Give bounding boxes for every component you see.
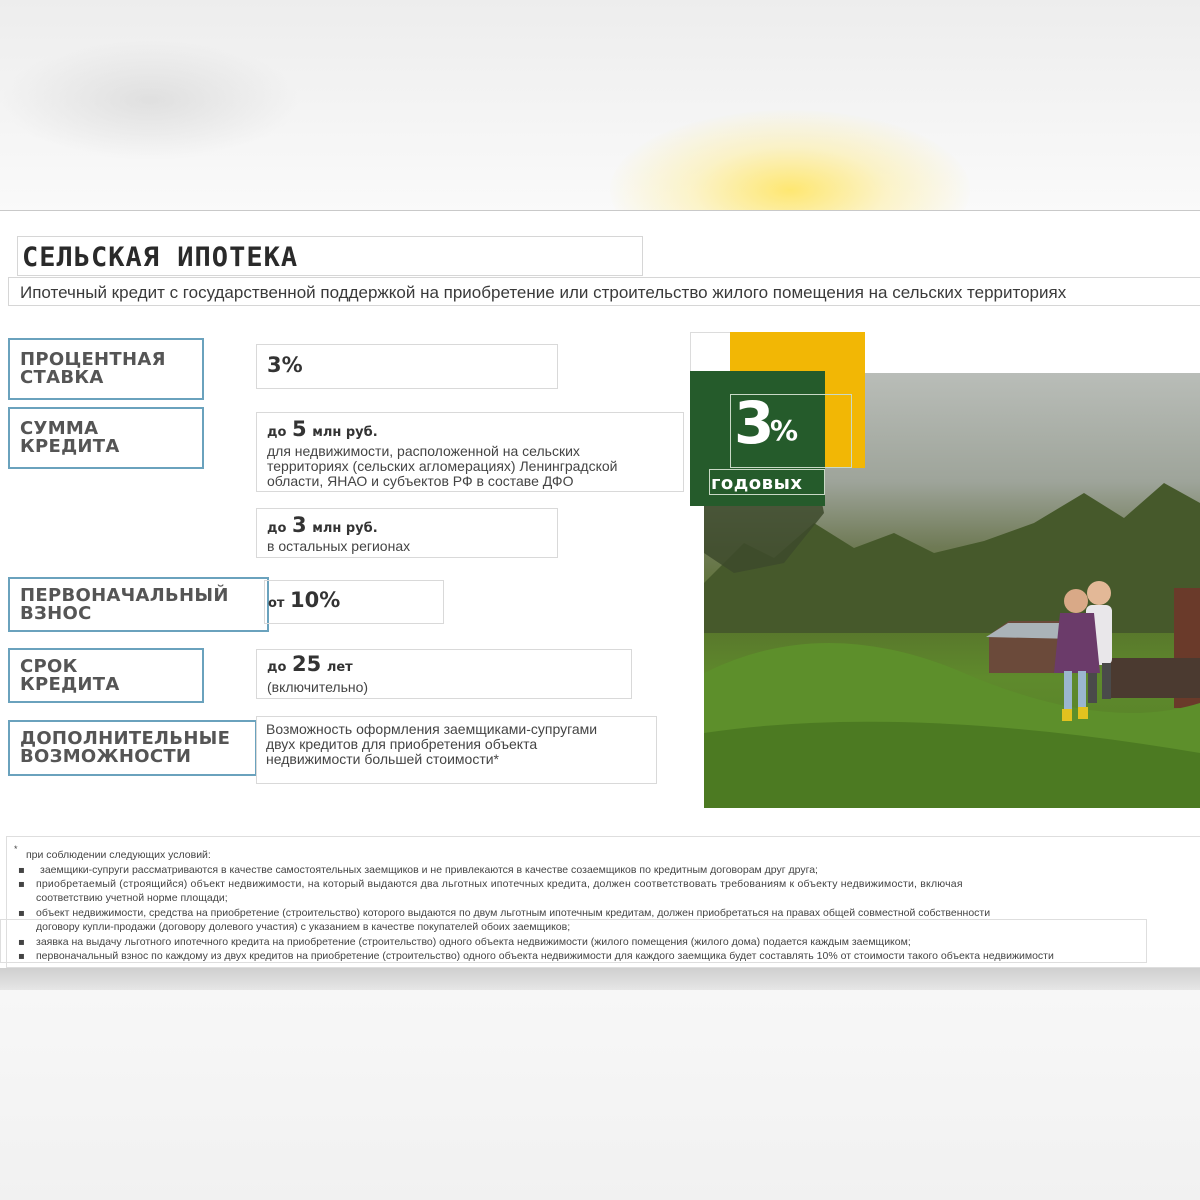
label-amount: СУММА КРЕДИТА bbox=[20, 418, 120, 457]
bullet-icon: ▪ bbox=[18, 865, 25, 876]
footnote-item: первоначальный взнос по каждому из двух кредитов на приобретение (строительство) одного объекта недвижимости для каждого заемщика будет составлять 10% от стоимости такого объекта недвижимости bbox=[36, 950, 1054, 962]
value-amount-prefix: до bbox=[267, 425, 287, 440]
value-amount-unit: млн руб. bbox=[312, 425, 378, 440]
value-amount-number: 5 bbox=[292, 417, 307, 441]
footnote-item: заемщики-супруги рассматриваются в качестве самостоятельных заемщиков и не привлекаются в качестве созаемщиков по кредитным договорам друг друга; bbox=[40, 864, 818, 876]
value-rate-number: 3% bbox=[267, 353, 303, 377]
footnote-item: соответствию учетной норме площади; bbox=[36, 892, 228, 904]
slide-bottom-edge bbox=[0, 968, 1200, 990]
footnote-item: заявка на выдачу льготного ипотечного кредита на приобретение (строительство) одного объекта недвижимости (жилого помещения (жилого дома) подается каждым заемщиком; bbox=[36, 936, 911, 948]
footnote-intro bbox=[14, 844, 211, 861]
bullet-icon: ▪ bbox=[18, 879, 25, 890]
slide bbox=[0, 210, 1200, 969]
label-term: СРОК КРЕДИТА bbox=[20, 656, 120, 695]
badge-rate-number: 3 bbox=[734, 389, 775, 457]
value-amount-other-number: 3 bbox=[292, 513, 307, 537]
value-amount-other-note: в остальных регионах bbox=[267, 538, 411, 554]
badge-label: годовых bbox=[711, 473, 803, 494]
value-downpayment-prefix: от bbox=[268, 596, 285, 611]
bullet-icon: ▪ bbox=[18, 937, 25, 948]
value-term-note: (включительно) bbox=[267, 679, 369, 695]
value-amount-other-prefix: до bbox=[267, 521, 287, 536]
bullet-icon: ▪ bbox=[18, 908, 25, 919]
value-downpayment bbox=[268, 588, 340, 612]
footnote-intro-text: при соблюдении следующих условий: bbox=[26, 849, 211, 861]
label-extras: ДОПОЛНИТЕЛЬНЫЕ ВОЗМОЖНОСТИ bbox=[20, 728, 231, 767]
page-subtitle: Ипотечный кредит с государственной поддержкой на приобретение или строительство жилого помещения на сельских территориях bbox=[20, 283, 1067, 302]
value-amount-note: для недвижимости, расположенной на сельских территориях (сельских агломерациях) Ленинградской области, ЯНАО и субъектов РФ в составе ДФО bbox=[267, 443, 618, 489]
bullet-icon: ▪ bbox=[18, 951, 25, 962]
value-term-number: 25 bbox=[292, 652, 322, 676]
footnote-item: приобретаемый (строящийся) объект недвижимости, на который выдаются два льготных ипотечных кредита, должен соответствовать требованиям к объекту недвижимости, включая bbox=[36, 878, 963, 890]
badge-rate-percent: % bbox=[770, 414, 799, 447]
value-term-unit: лет bbox=[326, 660, 353, 675]
value-term-prefix: до bbox=[267, 660, 287, 675]
page-title: СЕЛЬСКАЯ ИПОТЕКА bbox=[22, 242, 299, 273]
value-downpayment-number: 10% bbox=[290, 588, 341, 612]
footnote-item: договору купли-продажи (договору долевого участия) с указанием в качестве покупателей обоих заемщиков; bbox=[36, 921, 571, 933]
footnote-item: объект недвижимости, средства на приобретение (строительство) которого выдаются по двум льготным ипотечным кредитам, должен приобретаться на правах общей совместной собственности bbox=[36, 907, 991, 919]
badge-outline-square bbox=[690, 332, 731, 373]
value-extras-note: Возможность оформления заемщиками-супругами двух кредитов для приобретения объекта недвижимости большей стоимости* bbox=[266, 721, 598, 767]
fence-shape bbox=[1104, 658, 1200, 698]
value-term bbox=[267, 652, 353, 676]
value-amount-other bbox=[267, 513, 378, 537]
value-rate bbox=[267, 353, 303, 377]
label-rate: ПРОЦЕНТНАЯ СТАВКА bbox=[20, 349, 166, 388]
value-amount bbox=[267, 417, 378, 441]
label-downpayment: ПЕРВОНАЧАЛЬНЫЙ ВЗНОС bbox=[20, 585, 229, 624]
background-smudge bbox=[0, 40, 300, 160]
footnote-star: * bbox=[14, 844, 18, 854]
value-amount-other-unit: млн руб. bbox=[312, 521, 378, 536]
